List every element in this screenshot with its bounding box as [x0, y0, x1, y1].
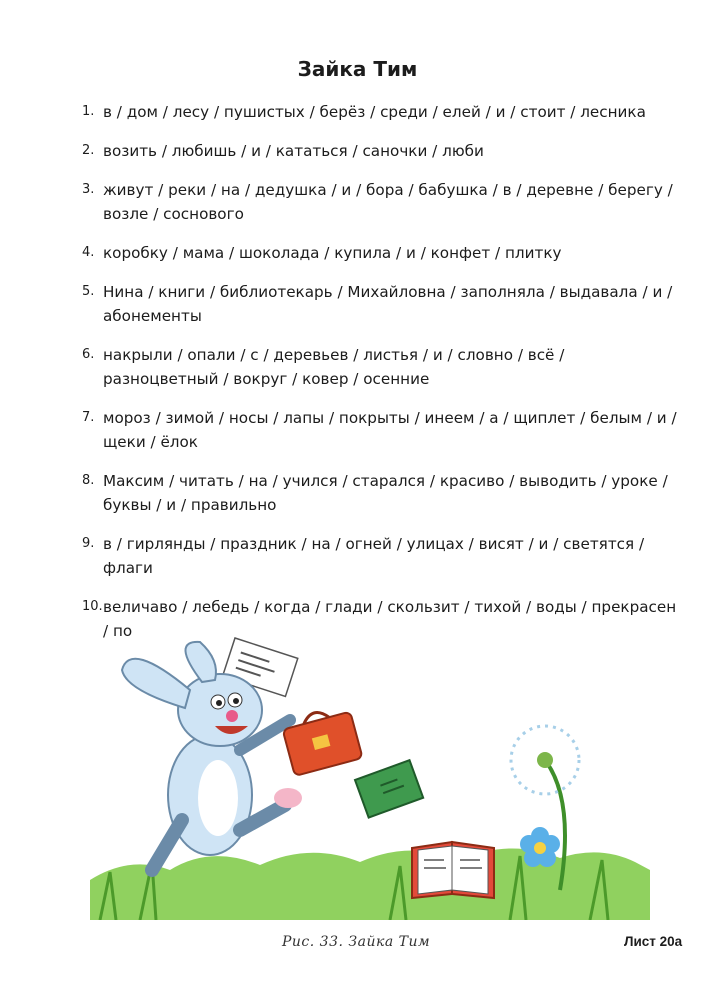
list-item — [82, 532, 682, 580]
item-text: накрыли / опали / с / деревьев / листья / и / словно / всё / разноцветный / вокруг / ковер / осенние — [103, 346, 565, 388]
book-illustration — [355, 760, 423, 817]
list-item — [82, 469, 682, 517]
item-number: 7. — [82, 410, 95, 425]
item-text: величаво / лебедь / когда / глади / скользит / тихой / воды / прекрасен / по — [103, 598, 677, 640]
sentence-list — [82, 100, 682, 658]
list-item — [82, 343, 682, 391]
item-text: Максим / читать / на / учился / старался / красиво / выводить / уроке / буквы / и / правильно — [103, 472, 668, 514]
list-item — [82, 280, 682, 328]
list-item — [82, 178, 682, 226]
figure-caption: Рис. 33. Зайка Тим — [282, 934, 431, 950]
item-number: 1. — [82, 104, 95, 119]
item-text: в / гирлянды / праздник / на / огней / улицах / висят / и / светятся / флаги — [103, 535, 645, 577]
item-text: возить / любишь / и / кататься / саночки / люби — [103, 142, 484, 160]
open-book-illustration — [412, 842, 494, 898]
item-number: 4. — [82, 245, 95, 260]
sheet-label: Лист 20а — [624, 934, 683, 949]
list-item — [82, 100, 682, 124]
list-item — [82, 406, 682, 454]
item-text: живут / реки / на / дедушка / и / бора / бабушка / в / деревне / берегу / возле / соснового — [103, 181, 673, 223]
item-text: мороз / зимой / носы / лапы / покрыты / инеем / а / щиплет / белым / и / щеки / ёлок — [103, 409, 677, 451]
item-text: Нина / книги / библиотекарь / Михайловна / заполняла / выдавала / и / абонементы — [103, 283, 673, 325]
item-text: в / дом / лесу / пушистых / берёз / среди / елей / и / стоит / лесника — [103, 103, 646, 121]
flower-illustration — [520, 827, 560, 867]
bunny-with-briefcase-illustration — [90, 630, 650, 920]
grass-illustration — [90, 848, 650, 920]
item-number: 6. — [82, 347, 95, 362]
briefcase-illustration — [281, 704, 363, 776]
list-item — [82, 241, 682, 265]
list-item — [82, 139, 682, 163]
item-number: 9. — [82, 536, 95, 551]
item-number: 8. — [82, 473, 95, 488]
item-number: 10. — [82, 599, 103, 614]
item-number: 2. — [82, 143, 95, 158]
item-number: 5. — [82, 284, 95, 299]
page-title: Зайка Тим — [297, 57, 418, 81]
item-text: коробку / мама / шоколада / купила / и / конфет / плитку — [103, 244, 562, 262]
item-number: 3. — [82, 182, 95, 197]
